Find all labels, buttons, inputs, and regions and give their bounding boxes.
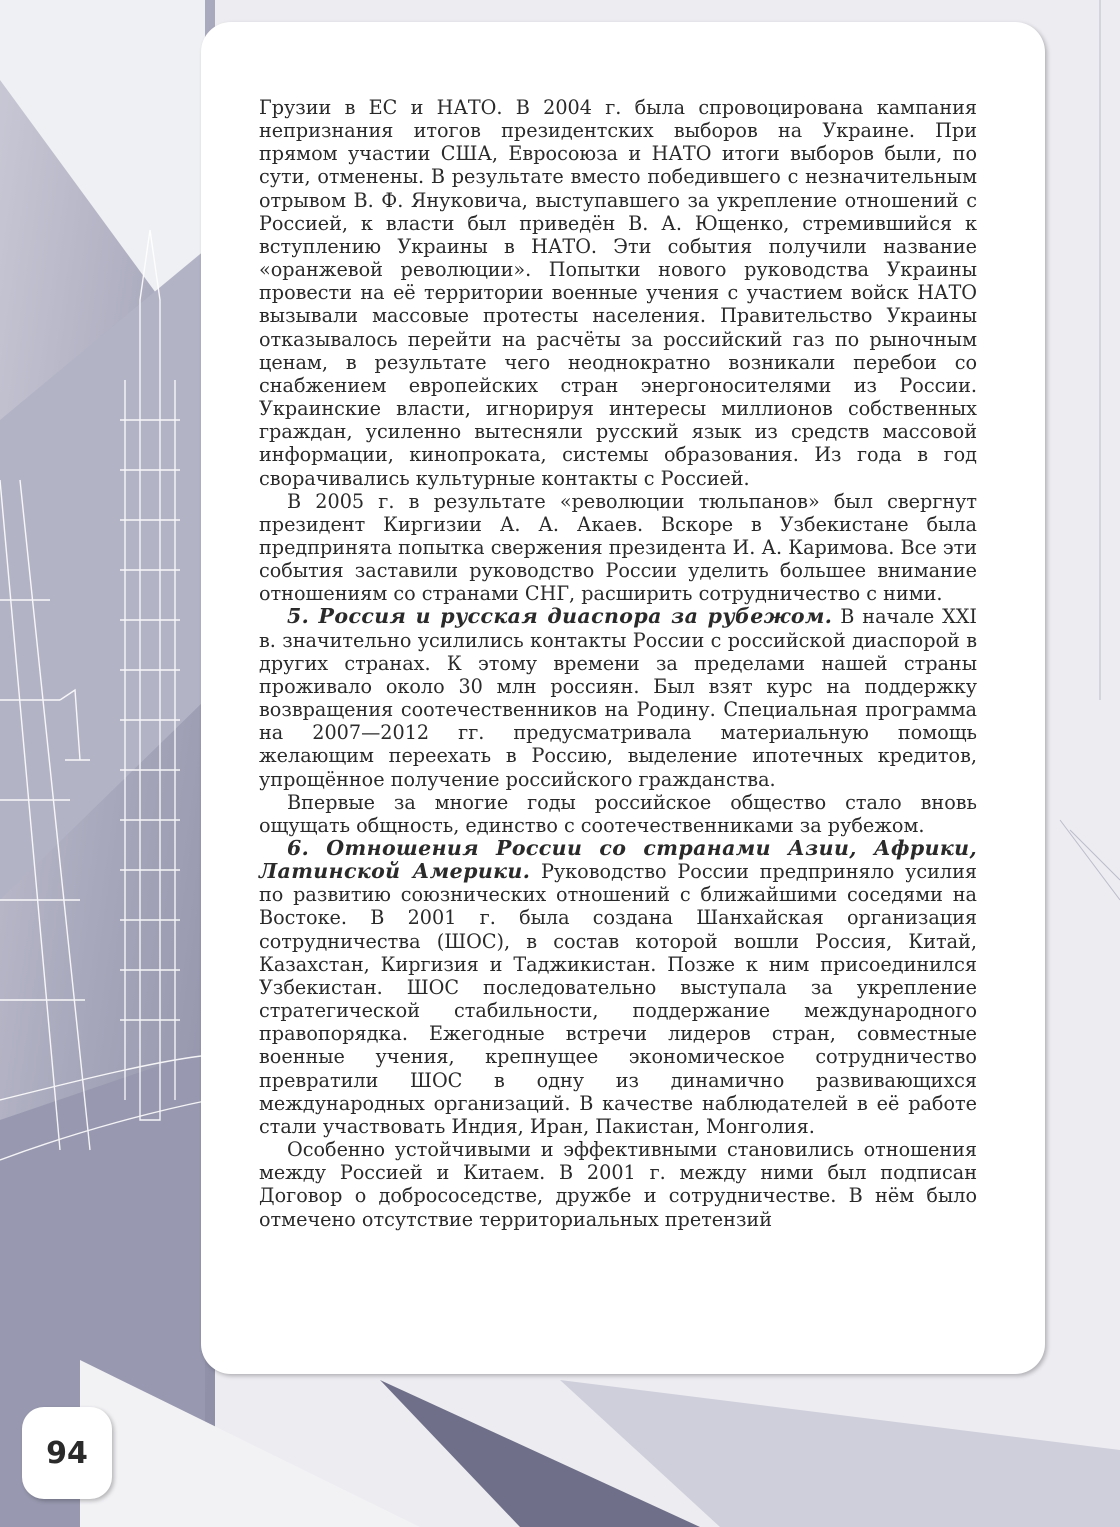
section-paragraph — [259, 605, 977, 790]
paragraph: Особенно устойчивыми и эффективными становились отношения между Россией и Китаем. В 2001 г. между ними был подписан Договор о добрососедстве, дружбе и сотрудничестве. В нём было отмечено отсутствие территориальных претензий — [259, 1138, 977, 1231]
page-number: 94 — [22, 1407, 112, 1499]
section-text: В начале XXI в. значительно усилились контакты России с российской диаспорой в других странах. К этому времени за пределами нашей страны проживало около 30 млн россиян. Был взят курс на поддержку возвращения соотечественников на Родину. Специальная программа на 2007—2012 гг. предусматривала материальную помощь желающим переехать в Россию, выделение ипотечных кредитов, упрощённое получение российского гражданства. — [259, 605, 977, 791]
body-text — [259, 96, 977, 1231]
paragraph: Впервые за многие годы российское общество стало вновь ощущать общность, единство с соотечественниками за рубежом. — [259, 790, 977, 837]
section-heading: 5. Россия и русская диаспора за рубежом. — [287, 604, 833, 629]
section-text: Руководство России предприняло усилия по развитию союзнических отношений с ближайшими соседями на Востоке. В 2001 г. была создана Шанхайская организация сотрудничества (ШОС), в состав которой вошли Россия, Китай, Казахстан, Киргизия и Таджикистан. Позже к ним присоединился Узбекистан. ШОС последовательно выступала за укрепление стратегической стабильности, поддержание международного правопорядка. Ежегодные встречи лидеров стран, совместные военные учения, крепнущее экономическое сотрудничество превратили ШОС в одну из динамично развивающихся международных организаций. В качестве наблюдателей в её работе стали участвовать Индия, Иран, Пакистан, Монголия. — [259, 860, 977, 1138]
paragraph: Грузии в ЕС и НАТО. В 2004 г. была спровоцирована кампания непризнания итогов президентских выборов на Украине. При прямом участии США, Евросоюза и НАТО итоги выборов были, по сути, отменены. В результате вместо победившего с незначительным отрывом В. Ф. Януковича, выступавшего за укрепление отношений с Россией, к власти был приведён В. А. Ющенко, стремившийся к вступлению Украины в НАТО. Эти события получили название «оранжевой революции». Попытки нового руководства Украины провести на её территории военные учения с участием войск НАТО вызывали массовые протесты населения. Правительство Украины отказывалось перейти на расчёты за российский газ по рыночным ценам, в результате чего неоднократно возникали перебои со снабжением европейских стран энергоносителями из России. Украинские власти, игнорируя интересы миллионов собственных граждан, усиленно вытесняли русский язык из средств массовой информации, кинопроката, системы образования. Из года в год сворачивались культурные контакты с Россией. — [259, 96, 977, 490]
paragraph: В 2005 г. в результате «революции тюльпанов» был свергнут президент Киргизии А. А. Акаев. Вскоре в Узбекистане была предпринята попытка свержения президента И. А. Каримова. Все эти события заставили руководство России уделить большее внимание отношениям со странами СНГ, расширить сотрудничество с ними. — [259, 489, 977, 606]
section-paragraph — [259, 837, 977, 1138]
section-heading: 6. Отношения России со странами Азии, Африки, Латинской Америки. — [259, 836, 977, 884]
